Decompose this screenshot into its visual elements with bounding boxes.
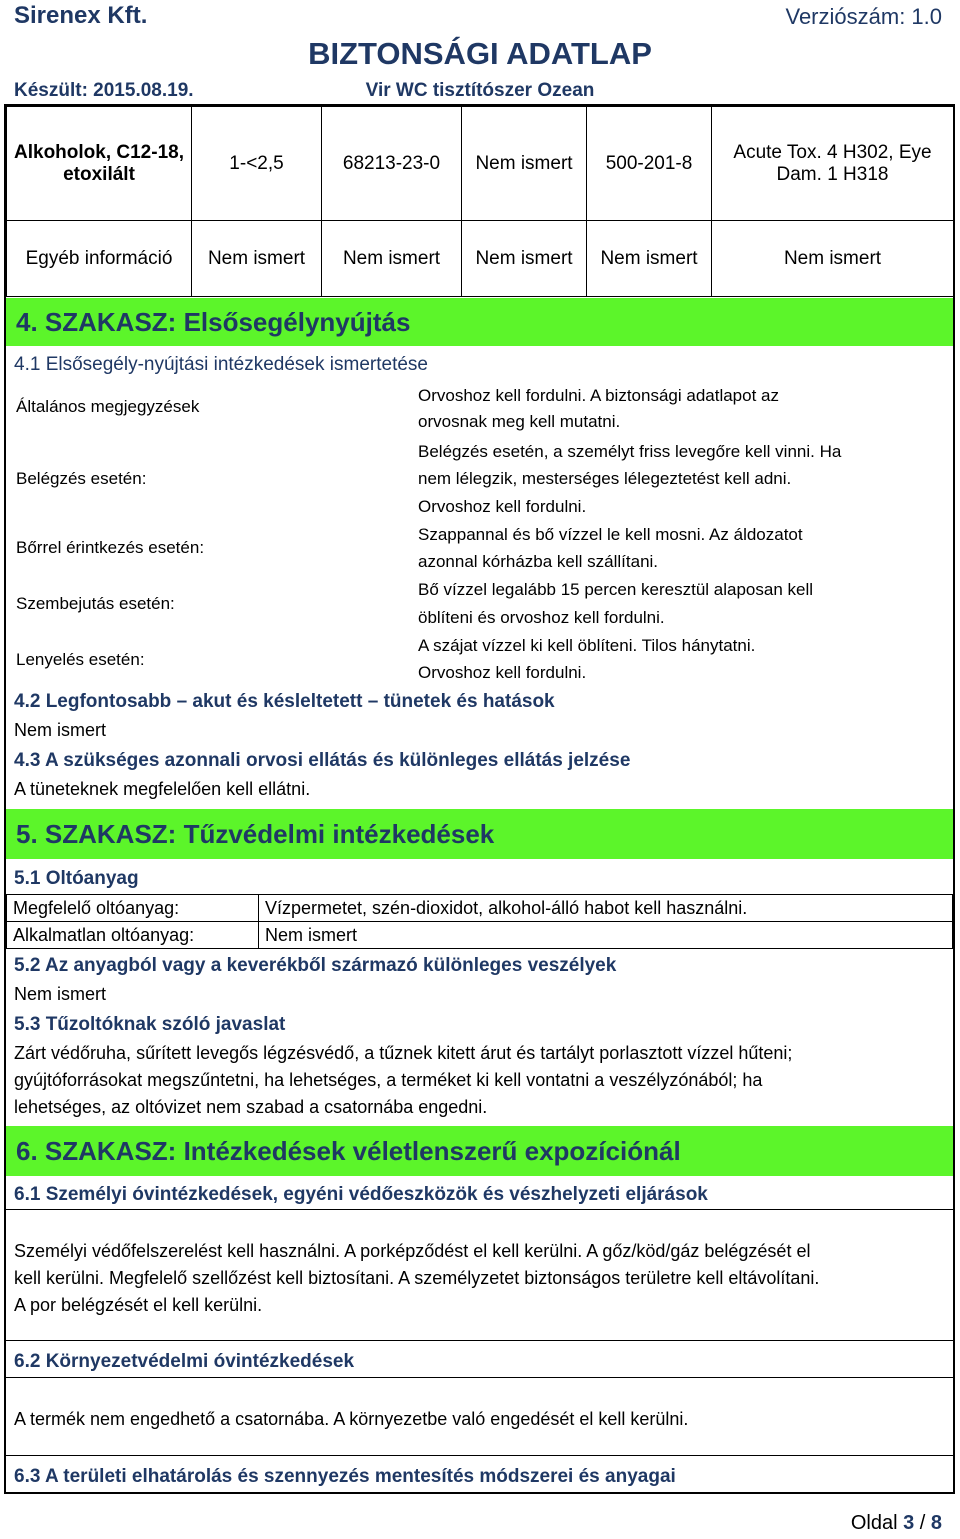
- section-5-3-line-1: Zárt védőruha, sűrített levegős légzésvédő, a tűznek kitett árut és tartályt porlasztott vízzel hűteni;: [14, 1043, 793, 1063]
- section-6-2-title: 6.2 Környezetvédelmi óvintézkedések: [14, 1351, 355, 1372]
- component-cas: 68213-23-0: [322, 107, 462, 221]
- page-total: 8: [930, 1512, 942, 1534]
- section-6-2-text: A termék nem engedhető a csatornába. A környezetbe való engedését el kell kerülni.: [14, 1409, 689, 1429]
- section-5-1-title: 5.1 Oltóanyag: [14, 868, 139, 889]
- product-name: Vir WC tisztítószer Ozean: [365, 80, 595, 101]
- section-5-header: 5. SZAKASZ: Tűzvédelmi intézkedések: [6, 809, 953, 859]
- table-cell: Nem ismert: [462, 221, 587, 297]
- section-5-3-title: 5.3 Tűzoltóknak szóló javaslat: [14, 1014, 286, 1035]
- section-6-3-title: 6.3 A területi elhatárolás és szennyezés mentesítés módszerei és anyagai: [14, 1466, 676, 1487]
- version-number: Verziószám: 1.0: [785, 4, 942, 29]
- component-index: Nem ismert: [462, 107, 587, 221]
- first-aid-text-general-1: Orvoshoz kell fordulni. A biztonsági adatlapot az: [418, 386, 779, 405]
- first-aid-label-eye: Szembejutás esetén:: [16, 594, 175, 613]
- section-5-2-text: Nem ismert: [14, 984, 107, 1004]
- first-aid-label-ingestion: Lenyelés esetén:: [16, 650, 145, 669]
- created-date: Készült: 2015.08.19.: [14, 80, 194, 101]
- first-aid-text-general-2: orvosnak meg kell mutatni.: [418, 412, 621, 431]
- first-aid-text-skin-2: azonnal kórházba kell szállítani.: [418, 552, 659, 571]
- section-5-3-line-3: lehetséges, az oltóvizet nem szabad a csatornába engedni.: [14, 1097, 488, 1117]
- table-cell: Nem ismert: [712, 221, 954, 297]
- section-4-header: 4. SZAKASZ: Elsősegélynyújtás: [6, 298, 953, 346]
- first-aid-label-skin: Bőrrel érintkezés esetén:: [16, 538, 205, 557]
- first-aid-text-ingestion-1: A szájat vízzel ki kell öblíteni. Tilos hánytatni.: [418, 636, 756, 655]
- section-4-3-title: 4.3 A szükséges azonnali orvosi ellátás és különleges ellátás jelzése: [14, 750, 631, 771]
- first-aid-text-inhalation-1: Belégzés esetén, a személyt friss levegőre kell vinni. Ha: [418, 442, 842, 461]
- table-cell: Nem ismert: [322, 221, 462, 297]
- other-info-label: Egyéb információ: [7, 221, 192, 297]
- page-current: 3: [903, 1512, 915, 1534]
- first-aid-text-eye-2: öblíteni és orvoshoz kell fordulni.: [418, 608, 665, 627]
- divider: [6, 1455, 953, 1456]
- first-aid-text-inhalation-2: nem lélegzik, mesterséges lélegeztetést kell adni.: [418, 469, 792, 488]
- first-aid-text-ingestion-2: Orvoshoz kell fordulni.: [418, 663, 587, 682]
- component-concentration: 1-<2,5: [192, 107, 322, 221]
- section-6-1-title: 6.1 Személyi óvintézkedések, egyéni védőeszközök és vészhelyzeti eljárások: [14, 1184, 708, 1205]
- first-aid-label-general: Általános megjegyzések: [16, 397, 200, 416]
- page-number: [851, 1512, 942, 1535]
- table-cell: Nem ismert: [192, 221, 322, 297]
- suitable-media-value: Vízpermetet, szén-dioxidot, alkohol-álló habot kell használni.: [258, 894, 953, 922]
- page-prefix: Oldal: [850, 1512, 904, 1534]
- component-classification: Acute Tox. 4 H302, Eye Dam. 1 H318: [712, 107, 954, 221]
- section-4-2-title: 4.2 Legfontosabb – akut és késleltetett – tünetek és hatások: [14, 691, 555, 712]
- components-table: [6, 106, 954, 297]
- section-5-2-title: 5.2 Az anyagból vagy a keverékből származó különleges veszélyek: [14, 955, 617, 976]
- company-name: Sirenex Kft.: [14, 2, 148, 29]
- unsuitable-media-value: Nem ismert: [258, 921, 953, 949]
- section-6-header: 6. SZAKASZ: Intézkedések véletlenszerű expozíciónál: [6, 1126, 953, 1176]
- table-row: [7, 107, 954, 221]
- section-4-2-text: Nem ismert: [14, 720, 107, 740]
- table-cell: Nem ismert: [587, 221, 712, 297]
- section-6-1-line-2: kell kerülni. Megfelelő szellőzést kell biztosítani. A személyzetet biztonságos területre kell eltávolítani.: [14, 1268, 820, 1288]
- component-ec: 500-201-8: [587, 107, 712, 221]
- first-aid-text-inhalation-3: Orvoshoz kell fordulni.: [418, 497, 587, 516]
- divider: [6, 1377, 953, 1378]
- section-6-1-line-3: A por belégzését el kell kerülni.: [14, 1295, 263, 1315]
- document-header: [0, 0, 960, 104]
- first-aid-label-inhalation: Belégzés esetén:: [16, 469, 147, 488]
- section-6-1-line-1: Személyi védőfelszerelést kell használni. A porképződést el kell kerülni. A gőz/köd/gáz belégzését el: [14, 1241, 811, 1261]
- divider: [6, 1340, 953, 1341]
- table-row: [7, 221, 954, 297]
- section-4-1-title: 4.1 Elsősegély-nyújtási intézkedések ismertetése: [14, 354, 428, 375]
- first-aid-text-skin-1: Szappannal és bő vízzel le kell mosni. Az áldozatot: [418, 525, 803, 544]
- divider: [6, 1209, 953, 1210]
- content-frame: [4, 104, 955, 1494]
- document-title: BIZTONSÁGI ADATLAP: [308, 36, 652, 71]
- page-separator: /: [914, 1512, 931, 1534]
- component-name: Alkoholok, C12-18, etoxilált: [7, 107, 192, 221]
- section-5-3-line-2: gyújtóforrásokat megszűntetni, ha lehetséges, a terméket ki kell vontatni a veszélyzónából; ha: [14, 1070, 763, 1090]
- unsuitable-media-label: Alkalmatlan oltóanyag:: [6, 921, 259, 949]
- first-aid-text-eye-1: Bő vízzel legalább 15 percen keresztül alaposan kell: [418, 580, 814, 599]
- section-4-3-text: A tüneteknek megfelelően kell ellátni.: [14, 779, 311, 799]
- suitable-media-label: Megfelelő oltóanyag:: [6, 894, 259, 922]
